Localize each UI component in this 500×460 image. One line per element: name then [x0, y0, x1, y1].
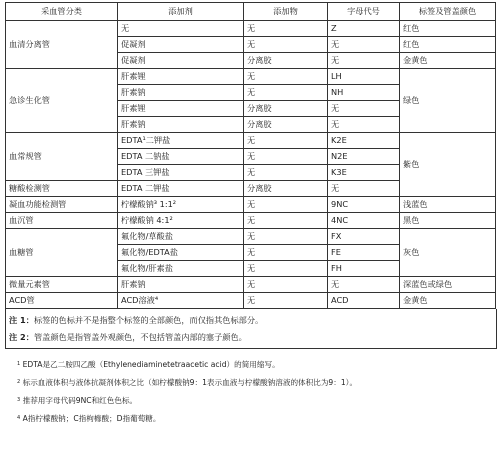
footnote-text: 标示血液体积与液体抗凝剂体积之比（如柠檬酸钠9：1表示血液与柠檬酸钠溶液的体积比为9：1）。	[22, 378, 358, 387]
table-row	[6, 133, 496, 149]
note-text: 标签的色标并不是指整个标签的全部颜色，而仅指其色标部分。	[33, 315, 264, 325]
footnote-text: A指柠檬酸钠；C指枸橼酸；D指葡萄糖。	[22, 414, 161, 423]
table-row	[6, 293, 496, 309]
group-mixed-line3: 血沉管	[6, 213, 118, 229]
group-emergency: 急诊生化管	[6, 69, 118, 133]
cell-additive: 柠檬酸钠³ 1:1²	[118, 197, 244, 213]
group-mixed-line1: 糖酸检测管	[6, 181, 118, 197]
cell-code: N2E	[328, 149, 400, 165]
footnotes	[5, 357, 495, 426]
cell-additive: 氟化物/肝素盐	[118, 261, 244, 277]
cell-code: FX	[328, 229, 400, 245]
table-row	[6, 197, 496, 213]
cell-substance: 无	[244, 277, 328, 293]
cell-substance: 无	[244, 69, 328, 85]
cell-color-black: 黑色	[400, 213, 496, 229]
cell-color-green: 绿色	[400, 69, 496, 133]
note-2	[9, 329, 493, 346]
cell-additive: EDTA 三钾盐	[118, 165, 244, 181]
cell-code: LH	[328, 69, 400, 85]
footnote-2	[17, 375, 495, 390]
cell-code: 4NC	[328, 213, 400, 229]
group-glucose: 血糖管	[6, 229, 118, 277]
table-header-row	[6, 3, 496, 21]
cell-substance: 无	[244, 293, 328, 309]
cell-code: Z	[328, 21, 400, 37]
table-notes	[5, 309, 497, 349]
footnote-marker: 1	[17, 361, 21, 367]
cell-code: FE	[328, 245, 400, 261]
cell-code: 无	[328, 117, 400, 133]
header-category: 采血管分类	[6, 3, 118, 21]
cell-code: 无	[328, 181, 400, 197]
cell-additive: 氟化物/草酸盐	[118, 229, 244, 245]
cell-substance: 分离胶	[244, 181, 328, 197]
cell-additive: EDTA 二钾盐	[118, 181, 244, 197]
group-coag: 血常规管	[6, 133, 118, 181]
tube-table	[5, 2, 496, 309]
note-text: 管盖颜色是指管盖外观颜色，不包括管盖内部的塞子颜色。	[33, 332, 247, 342]
header-code: 字母代号	[328, 3, 400, 21]
footnote-4	[17, 411, 495, 426]
cell-substance: 分离胶	[244, 53, 328, 69]
table-row	[6, 277, 496, 293]
cell-code: 无	[328, 277, 400, 293]
cell-additive: ACD溶液⁴	[118, 293, 244, 309]
cell-color-purple: 紫色	[400, 133, 496, 197]
cell-additive: 肝素锂	[118, 101, 244, 117]
cell-additive: 无	[118, 21, 244, 37]
footnote-1	[17, 357, 495, 372]
note-label: 注 1：	[9, 315, 34, 325]
cell-additive: 促凝剂	[118, 37, 244, 53]
cell-substance: 分离胶	[244, 117, 328, 133]
footnote-text: 推荐用字母代码9NC和红色色标。	[22, 396, 138, 405]
note-1	[9, 312, 493, 329]
cell-code: NH	[328, 85, 400, 101]
cell-color: 红色	[400, 21, 496, 37]
footnote-text: EDTA是乙二胺四乙酸（Ethylenediaminetetraacetic acid）的简用缩写。	[22, 360, 280, 369]
cell-substance: 无	[244, 213, 328, 229]
table-row	[6, 229, 496, 245]
cell-code: 无	[328, 101, 400, 117]
tube-classification-document	[5, 2, 495, 429]
cell-color-lightblue: 浅蓝色	[400, 197, 496, 213]
cell-code: 无	[328, 53, 400, 69]
header-additive: 添加剂	[118, 3, 244, 21]
footnote-marker: 2	[17, 379, 21, 385]
cell-substance: 无	[244, 133, 328, 149]
cell-color-grey: 灰色	[400, 229, 496, 277]
cell-color: 金黄色	[400, 53, 496, 69]
cell-additive: 肝素锂	[118, 69, 244, 85]
cell-additive: 肝素钠	[118, 85, 244, 101]
cell-code: K3E	[328, 165, 400, 181]
cell-substance: 分离胶	[244, 101, 328, 117]
cell-substance: 无	[244, 149, 328, 165]
cell-substance: 无	[244, 229, 328, 245]
table-row	[6, 21, 496, 37]
cell-code: 9NC	[328, 197, 400, 213]
cell-code: ACD	[328, 293, 400, 309]
group-serum: 血清分离管	[6, 21, 118, 69]
cell-additive: 柠檬酸钠 4:1²	[118, 213, 244, 229]
cell-substance: 无	[244, 197, 328, 213]
note-label: 注 2：	[9, 332, 34, 342]
cell-additive: 肝素钠	[118, 277, 244, 293]
cell-additive: EDTA¹二钾盐	[118, 133, 244, 149]
cell-code: FH	[328, 261, 400, 277]
cell-substance: 无	[244, 245, 328, 261]
table-row	[6, 69, 496, 85]
group-trace: 微量元素管	[6, 277, 118, 293]
header-substance: 添加物	[244, 3, 328, 21]
header-color: 标签及管盖颜色	[400, 3, 496, 21]
group-acd: ACD管	[6, 293, 118, 309]
cell-color: 深蓝色或绿色	[400, 277, 496, 293]
cell-color: 红色	[400, 37, 496, 53]
group-mixed-line2: 凝血功能检测管	[6, 197, 118, 213]
cell-additive: 肝素钠	[118, 117, 244, 133]
cell-substance: 无	[244, 165, 328, 181]
table-row	[6, 213, 496, 229]
footnote-marker: 3	[17, 397, 21, 403]
footnote-3	[17, 393, 495, 408]
cell-additive: 氟化物/EDTA盐	[118, 245, 244, 261]
cell-additive: EDTA 二钠盐	[118, 149, 244, 165]
cell-additive: 促凝剂	[118, 53, 244, 69]
cell-substance: 无	[244, 85, 328, 101]
cell-substance: 无	[244, 21, 328, 37]
cell-code: K2E	[328, 133, 400, 149]
cell-substance: 无	[244, 37, 328, 53]
cell-color: 金黄色	[400, 293, 496, 309]
footnote-marker: 4	[17, 415, 21, 421]
cell-code: 无	[328, 37, 400, 53]
cell-substance: 无	[244, 261, 328, 277]
